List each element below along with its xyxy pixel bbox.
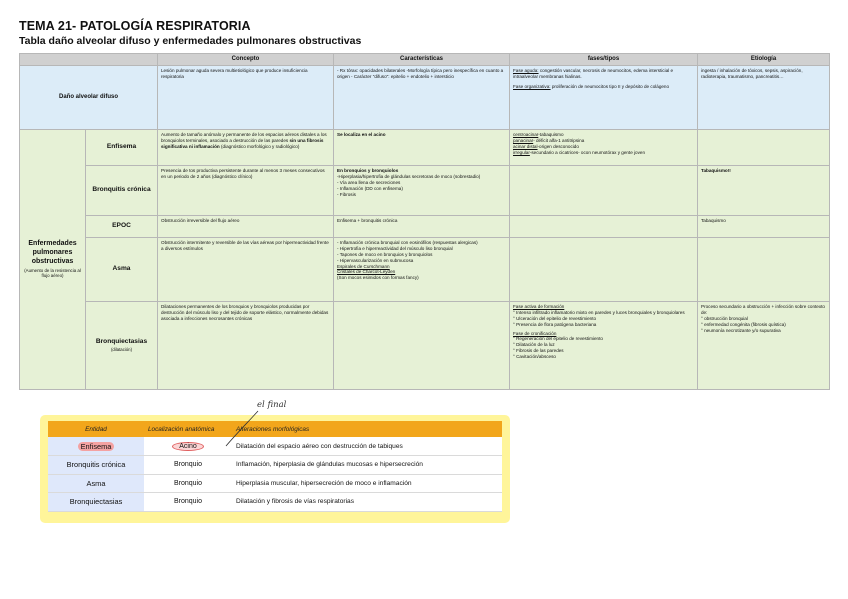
table-row [48,437,502,456]
row-label-bronquiectasias [86,302,158,390]
table-row-bronquitis [20,166,830,216]
cell-bronquiectasias-concepto: Dilataciones permanentes de los bronquios y bronquiolos producidas por destrucción del músculo liso y del tejido de soporte elástico, normalmente debidas asociada a infecciones necrosantes crónicas [158,302,334,390]
tipo-label: acinar distal [513,143,538,149]
cell-asma-etiologia [698,238,830,302]
page-subtitle: Tabla daño alveolar difuso y enfermedades pulmonares obstructivas [19,35,362,47]
list-item: - Tapones de moco en bronquios y bronquiolos [337,251,433,257]
mini-cell-entidad: Asma [48,474,144,493]
column-header-caracteristicas: Características [334,54,510,66]
cell-asma-concepto: Obstrucción intermitente y reversible de las vías aéreas por hiperreactividad frente a diversos estímulos [158,238,334,302]
tipo-text: -secundario a cicatrices- ocon neumotórax y gente joven [529,149,646,155]
list-item: ° Intenso infiltrado inflamatorio mixto en paredes y luces bronquiales y bronquiolares [513,309,685,315]
cell-dad-etiologia: ingesta / inhalación de tóxicos, sepsis, aspiración, radioterapia, traumatismo, pancreatitis… [698,66,830,130]
cell-bronquitis-etiologia: Tabaquismo!! [698,166,830,216]
tipo-label: irregular [513,149,530,155]
list-item: ° Presencia de flora patógena bacteriana [513,321,597,327]
cell-epoc-caracteristicas: Enfisema + bronquitis crónica [334,216,510,238]
list-item: ° enfermedad congénita (fibrosis quística) [701,321,786,327]
list-item: ° Cavitación/absceso [513,354,556,359]
cell-enfisema-etiologia [698,130,830,166]
list-item: - Inflamación crónica bronquial con eosinófilos (respuestas alergicas) [337,240,478,245]
list-item: (Son mocos esimidos con formas fancy) [337,275,419,281]
fase-aguda-label: Fase aguda: [513,68,539,73]
mini-cell-alteraciones: Inflamación, hiperplasia de glándulas mucosas e hipersecreción [232,456,502,475]
list-item: ° Dilatación de la luz [513,342,555,348]
row-label-dano-alveolar: Daño alveolar difuso [20,66,158,130]
enfisema-concepto-bold: sin una fibrosis significativa ni inflamación [161,137,324,149]
mini-cell-alteraciones: Dilatación y fibrosis de vías respiratorias [232,493,502,512]
mini-cell-localizacion: Bronquio [144,474,232,493]
tipo-text: - déficit alfa-1 antitripsina [533,137,585,143]
cell-dad-fases [510,66,698,130]
mini-header-row [48,421,502,437]
cell-epoc-concepto: Obstrucción irreversible del flujo aéreo [158,216,334,238]
tipo-label: centroacinar [513,132,539,137]
table-row [48,474,502,493]
handwritten-annotation: el final [257,400,287,410]
mini-header-localizacion: Localización anatómica [144,421,232,437]
page-title: TEMA 21- PATOLOGÍA RESPIRATORIA [19,19,251,33]
mini-cell-entidad: Bronquiectasias [48,493,144,512]
list-item: - Hipervascularización en submucosa [337,257,414,263]
cell-dad-concepto: Lesión pulmonar aguda severa multietiológico que produce insuficiencia respiratoria [158,66,334,130]
table-header-row [20,54,830,66]
row-label-enfisema: Enfisema [86,130,158,166]
main-summary-table [19,53,830,390]
tipo-label: panacinar [513,137,534,143]
fase-aguda-text: congestión vascular, necrosis de neumocitos, edema intersticial e intraalveolar membranas hialinas. [513,68,674,79]
cell-enfisema-caracteristicas: Se localiza en el acino [334,130,510,166]
group-note: (Aumento de la resistencia al flujo aéreo) [24,267,81,279]
list-item: - Hipertrofia e hiperreactividad del músculo liso bronquial [337,245,453,251]
column-header-etiologia: Etiología [698,54,830,66]
list-item: - Vía area llena de secreciones [337,179,401,185]
table-row [48,493,502,512]
row-label-bronquitis: Bronquitis crónica [86,166,158,216]
bronquitis-car-title: En bronquios y bronquiolos [337,168,399,173]
cell-bronquitis-concepto: Presencia de tos productiva persistente durante al menos 3 meses consecutivos en un periodo de 2 años (diagnóstico clínico) [158,166,334,216]
cell-bronquitis-caracteristicas [334,166,510,216]
bronquiectasias-title: Bronquiectasias [95,338,148,346]
column-header-empty [20,54,158,66]
row-label-asma: Asma [86,238,158,302]
etiologia-intro: Proceso secundario a obstrucción + infección sobre contexto de: [701,304,825,315]
group-title: Enfermedades pulmonares obstructivas [28,239,77,265]
group-label-obstructivas [20,130,86,390]
table-row-bronquiectasias [20,302,830,390]
fase-title: Fase activa de formación [513,304,565,309]
list-item: ° Regeneración del epitelio de revestimiento [513,336,603,342]
enfisema-concepto-text: Aumento de tamaño anómalo y permanente de los espacios aéreos distales a los bronquiolos terminales, asociado a destrucción de las paredes [161,132,327,143]
table-row-dano-alveolar [20,66,830,130]
mini-cell-entidad: Bronquitis crónica [48,456,144,475]
fase-organizativa-text: proliferación de neumocitos tipo II y depósito de colágeno [550,83,670,89]
table-row-asma [20,238,830,302]
table-row-epoc [20,216,830,238]
tipo-text: -tabaquismo [538,132,564,137]
list-item: ° Fibrosis de las paredes [513,348,564,354]
cell-dad-caracteristicas: - Rx tórax: opacidades bilaterales -Morfología típica pero inespecífica en cuanto a origen - Carácter "difuso": epitelio + endotelio + intersticio [334,66,510,130]
list-item: ° obstrucción bronquial [701,315,748,321]
cell-asma-fases [510,238,698,302]
highlighted-entity: Enfisema [78,442,115,451]
mini-header-alteraciones: Alteraciones morfológicas [232,421,502,437]
list-item: Cristales de Charcot-Leyden [337,269,396,275]
cell-epoc-fases [510,216,698,238]
enfisema-concepto-end: (diagnóstico morfológico y radiológico) [219,143,300,149]
fase-organizativa-label: Fase organizativa: [513,83,551,89]
circled-location: Acino [172,442,204,451]
mini-cell-alteraciones: Dilatación del espacio aéreo con destrucción de tabiques [232,437,502,456]
list-item: ° Ulceración del epitelio de revestimiento [513,315,597,321]
list-item: ° neumonía necrotizante y/o supurativa [701,327,781,333]
list-item: -Hiperplasia/hipertrofia de glándulas secretoras de moco (sobrestadio) [337,173,481,179]
bronquiectasias-note: (dilatación) [110,347,133,353]
tipo-text: -origen desconocido [537,143,579,149]
cell-enfisema-tipos [510,130,698,166]
cell-bronquiectasias-etiologia [698,302,830,390]
list-item: - Inflamación (DD con enfisema) [337,185,403,191]
cell-bronquiectasias-caracteristicas [334,302,510,390]
cell-bronquiectasias-fases [510,302,698,390]
list-item: - Fibrosis [337,191,356,197]
fase-title: Fase de cronificación [513,330,557,336]
mini-cell-localizacion [144,437,232,456]
cell-enfisema-concepto [158,130,334,166]
row-label-epoc: EPOC [86,216,158,238]
cell-bronquitis-fases [510,166,698,216]
column-header-fases: fases/tipos [510,54,698,66]
mini-cell-entidad [48,437,144,456]
cell-asma-caracteristicas [334,238,510,302]
morphology-summary-table [48,421,502,512]
mini-cell-localizacion: Bronquio [144,493,232,512]
mini-cell-alteraciones: Hiperplasia muscular, hipersecreción de moco e inflamación [232,474,502,493]
table-row [48,456,502,475]
list-item: Espirales de Curschmann [337,263,390,269]
table-row-enfisema [20,130,830,166]
mini-header-entidad: Entidad [48,421,144,437]
cell-epoc-etiologia: Tabaquismo [698,216,830,238]
mini-cell-localizacion: Bronquio [144,456,232,475]
column-header-concepto: Concepto [158,54,334,66]
